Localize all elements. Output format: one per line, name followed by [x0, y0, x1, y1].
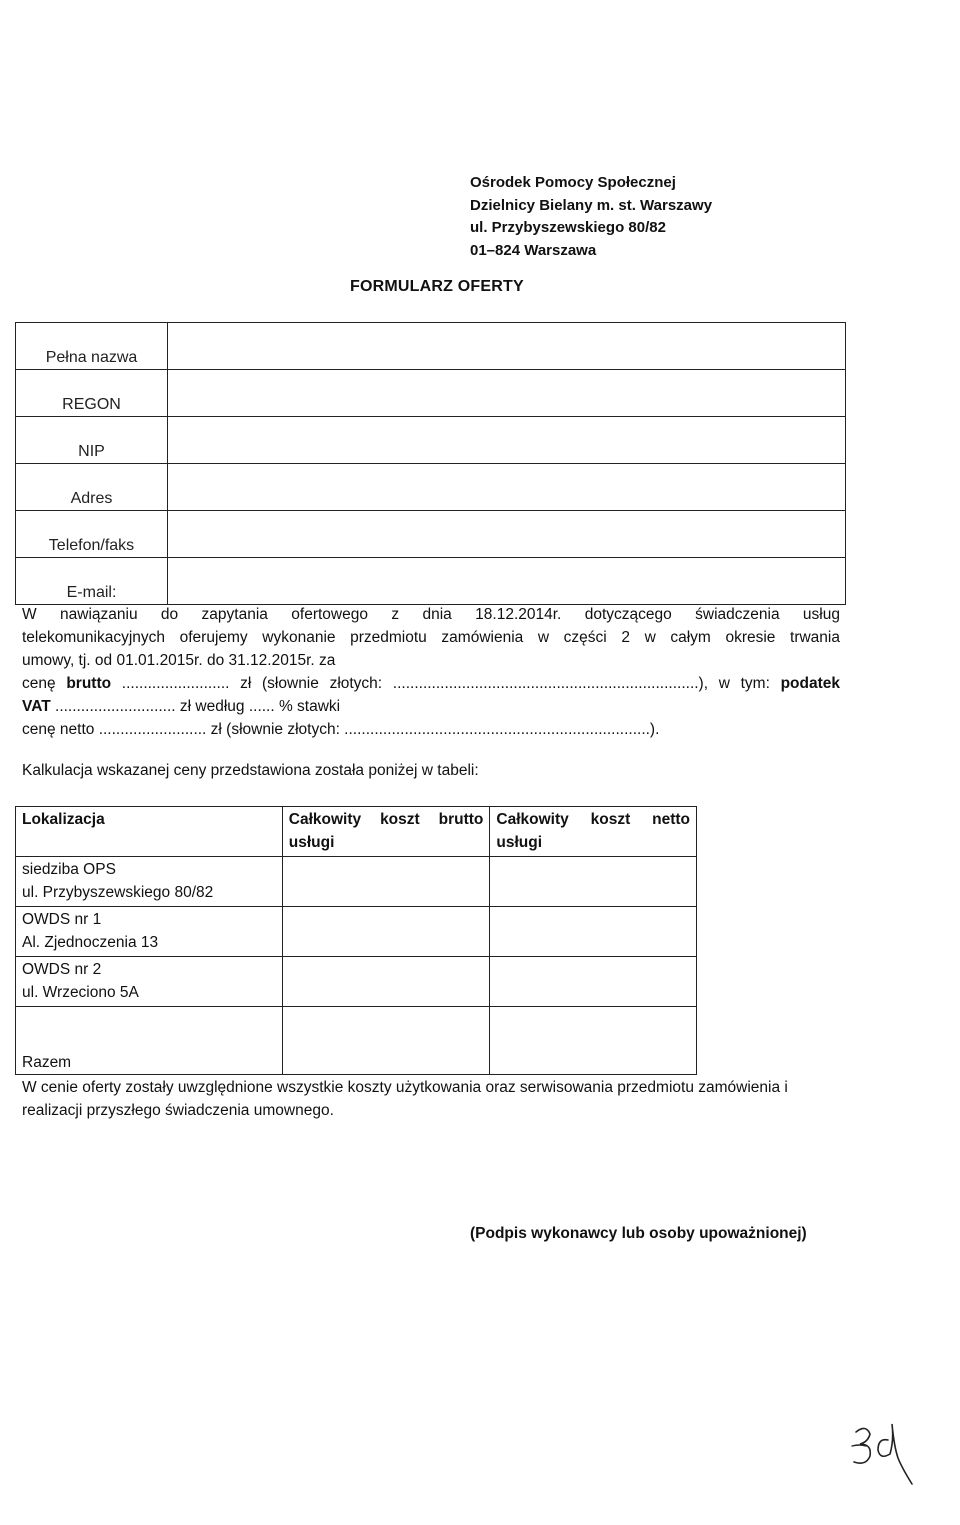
nip-field[interactable] — [168, 417, 846, 464]
form-title: FORMULARZ OFERTY — [350, 278, 524, 295]
offer-paragraph — [22, 603, 840, 741]
address-field[interactable] — [168, 464, 846, 511]
vat-line — [22, 695, 840, 718]
phone-fax-field[interactable] — [168, 511, 846, 558]
gross-price-line — [22, 672, 840, 695]
table-header-row — [16, 807, 697, 857]
offer-line: W nawiązaniu do zapytania ofertowego z dnia 18.12.2014r. dotyczącego świadczenia usług — [22, 606, 840, 623]
calculation-table — [15, 806, 697, 1075]
table-row — [16, 417, 846, 464]
table-row — [16, 464, 846, 511]
net-price-line: cenę netto ......................... zł (słownie złotych: .......................................................................). — [22, 721, 660, 738]
gross-price-blanks: ......................... zł (słownie złotych: .......................................................................), w tym: — [121, 675, 781, 692]
column-header-gross: Całkowity koszt brutto usługi — [282, 807, 490, 857]
total-net-field[interactable] — [490, 1007, 697, 1075]
table-row — [16, 957, 697, 1007]
table-row — [16, 511, 846, 558]
table-row — [16, 558, 846, 605]
contractor-details-table — [15, 322, 846, 605]
gross-keyword: brutto — [66, 675, 112, 692]
net-cost-field[interactable] — [490, 907, 697, 957]
net-cost-field[interactable] — [490, 957, 697, 1007]
tax-keyword: podatek — [780, 675, 841, 692]
address-line: 01–824 Warszawa — [470, 241, 597, 259]
address-line: Ośrodek Pomocy Społecznej — [470, 174, 676, 191]
full-name-field[interactable] — [168, 323, 846, 370]
address-line: ul. Przybyszewskiego 80/82 — [470, 219, 666, 236]
total-label: Razem — [16, 1007, 283, 1075]
field-label-full-name: Pełna nazwa — [16, 323, 168, 370]
regon-field[interactable] — [168, 370, 846, 417]
column-header-location: Lokalizacja — [16, 807, 283, 857]
handwritten-page-number — [838, 1410, 928, 1500]
recipient-address — [470, 172, 712, 262]
table-row — [16, 370, 846, 417]
vat-keyword: VAT — [22, 698, 51, 715]
offer-line: telekomunikacyjnych oferujemy wykonanie przedmiotu zamówienia w części 2 w całym okresie trwania — [22, 629, 840, 646]
location-cell: OWDS nr 2 ul. Wrzeciono 5A — [16, 957, 283, 1007]
location-cell: siedziba OPS ul. Przybyszewskiego 80/82 — [16, 857, 283, 907]
cost-note: W cenie oferty zostały uwzględnione wszystkie koszty użytkowania oraz serwisowania przedmiotu zamówienia i realizacji przyszłego świadczenia umownego. — [22, 1079, 788, 1119]
table-row — [16, 857, 697, 907]
field-label-email: E-mail: — [16, 558, 168, 605]
total-gross-field[interactable] — [282, 1007, 490, 1075]
field-label-address: Adres — [16, 464, 168, 511]
signature-caption: (Podpis wykonawcy lub osoby upoważnionej) — [470, 1225, 807, 1242]
field-label-nip: NIP — [16, 417, 168, 464]
column-header-net: Całkowity koszt netto usługi — [490, 807, 697, 857]
table-row — [16, 907, 697, 957]
vat-blanks: ............................ zł według ...... % stawki — [55, 698, 341, 715]
net-cost-field[interactable] — [490, 857, 697, 907]
gross-cost-field[interactable] — [282, 957, 490, 1007]
field-label-phone-fax: Telefon/faks — [16, 511, 168, 558]
gross-cost-field[interactable] — [282, 857, 490, 907]
location-cell: OWDS nr 1 Al. Zjednoczenia 13 — [16, 907, 283, 957]
calculation-intro: Kalkulacja wskazanej ceny przedstawiona została poniżej w tabeli: — [22, 762, 479, 779]
gross-cost-field[interactable] — [282, 907, 490, 957]
email-field[interactable] — [168, 558, 846, 605]
table-row-total — [16, 1007, 697, 1075]
gross-prefix: cenę — [22, 675, 67, 692]
table-row — [16, 323, 846, 370]
offer-line: umowy, tj. od 01.01.2015r. do 31.12.2015r. za — [22, 652, 336, 669]
address-line: Dzielnicy Bielany m. st. Warszawy — [470, 196, 713, 214]
field-label-regon: REGON — [16, 370, 168, 417]
